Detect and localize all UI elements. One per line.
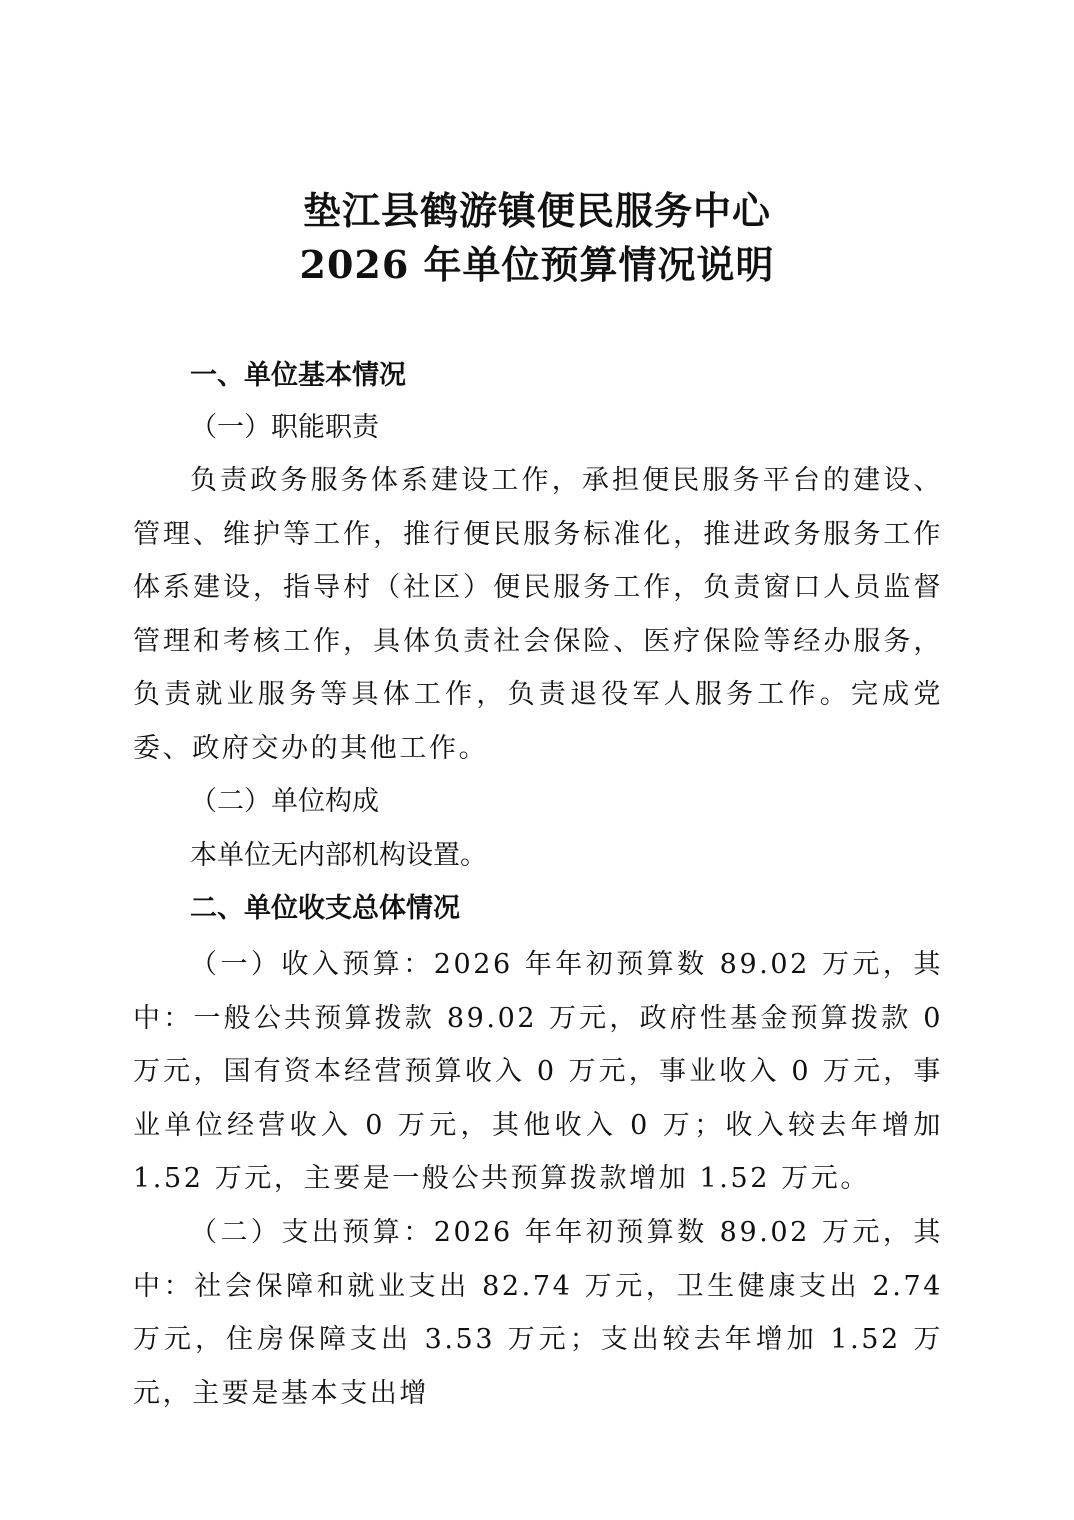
document-title-line2: 2026 年单位预算情况说明 [299,242,775,287]
section2-heading: 二、单位收支总体情况 [190,893,460,924]
section1-heading: 一、单位基本情况 [190,360,406,391]
section1-sub1-heading: （一）职能职责 [190,412,379,443]
section1-sub2-heading: （二）单位构成 [190,786,379,817]
income-budget-paragraph: （一）收入预算：2026 年年初预算数 89.02 万元，其中：一般公共预算拨款 89.02 万元，政府性基金预算拨款 0 万元，国有资本经营预算收入 0 万元，事业收入 0 万元，事业单位经营收入 0 万元，其他收入 0 万；收入较去年增加 1.52 万元，主要是一般公共预算拨款增加 1.52 万元。 [133,949,943,1194]
section1-sub2-paragraph: 本单位无内部机构设置。 [190,840,487,871]
section1-sub1-paragraph: 负责政务服务体系建设工作，承担便民服务平台的建设、管理、维护等工作，推行便民服务标准化，推进政务服务工作体系建设，指导村（社区）便民服务工作，负责窗口人员监督管理和考核工作，具体负责社会保险、医疗保险等经办服务，负责就业服务等具体工作，负责退役军人服务工作。完成党委、政府交办的其他工作。 [133,465,943,764]
expense-budget-paragraph: （二）支出预算：2026 年年初预算数 89.02 万元，其中：社会保障和就业支出 82.74 万元，卫生健康支出 2.74 万元，住房保障支出 3.53 万元；支出较去年增加 1.52 万元，主要是基本支出增 [133,1217,943,1409]
document-title-line1: 垫江县鹤游镇便民服务中心 [302,188,771,233]
